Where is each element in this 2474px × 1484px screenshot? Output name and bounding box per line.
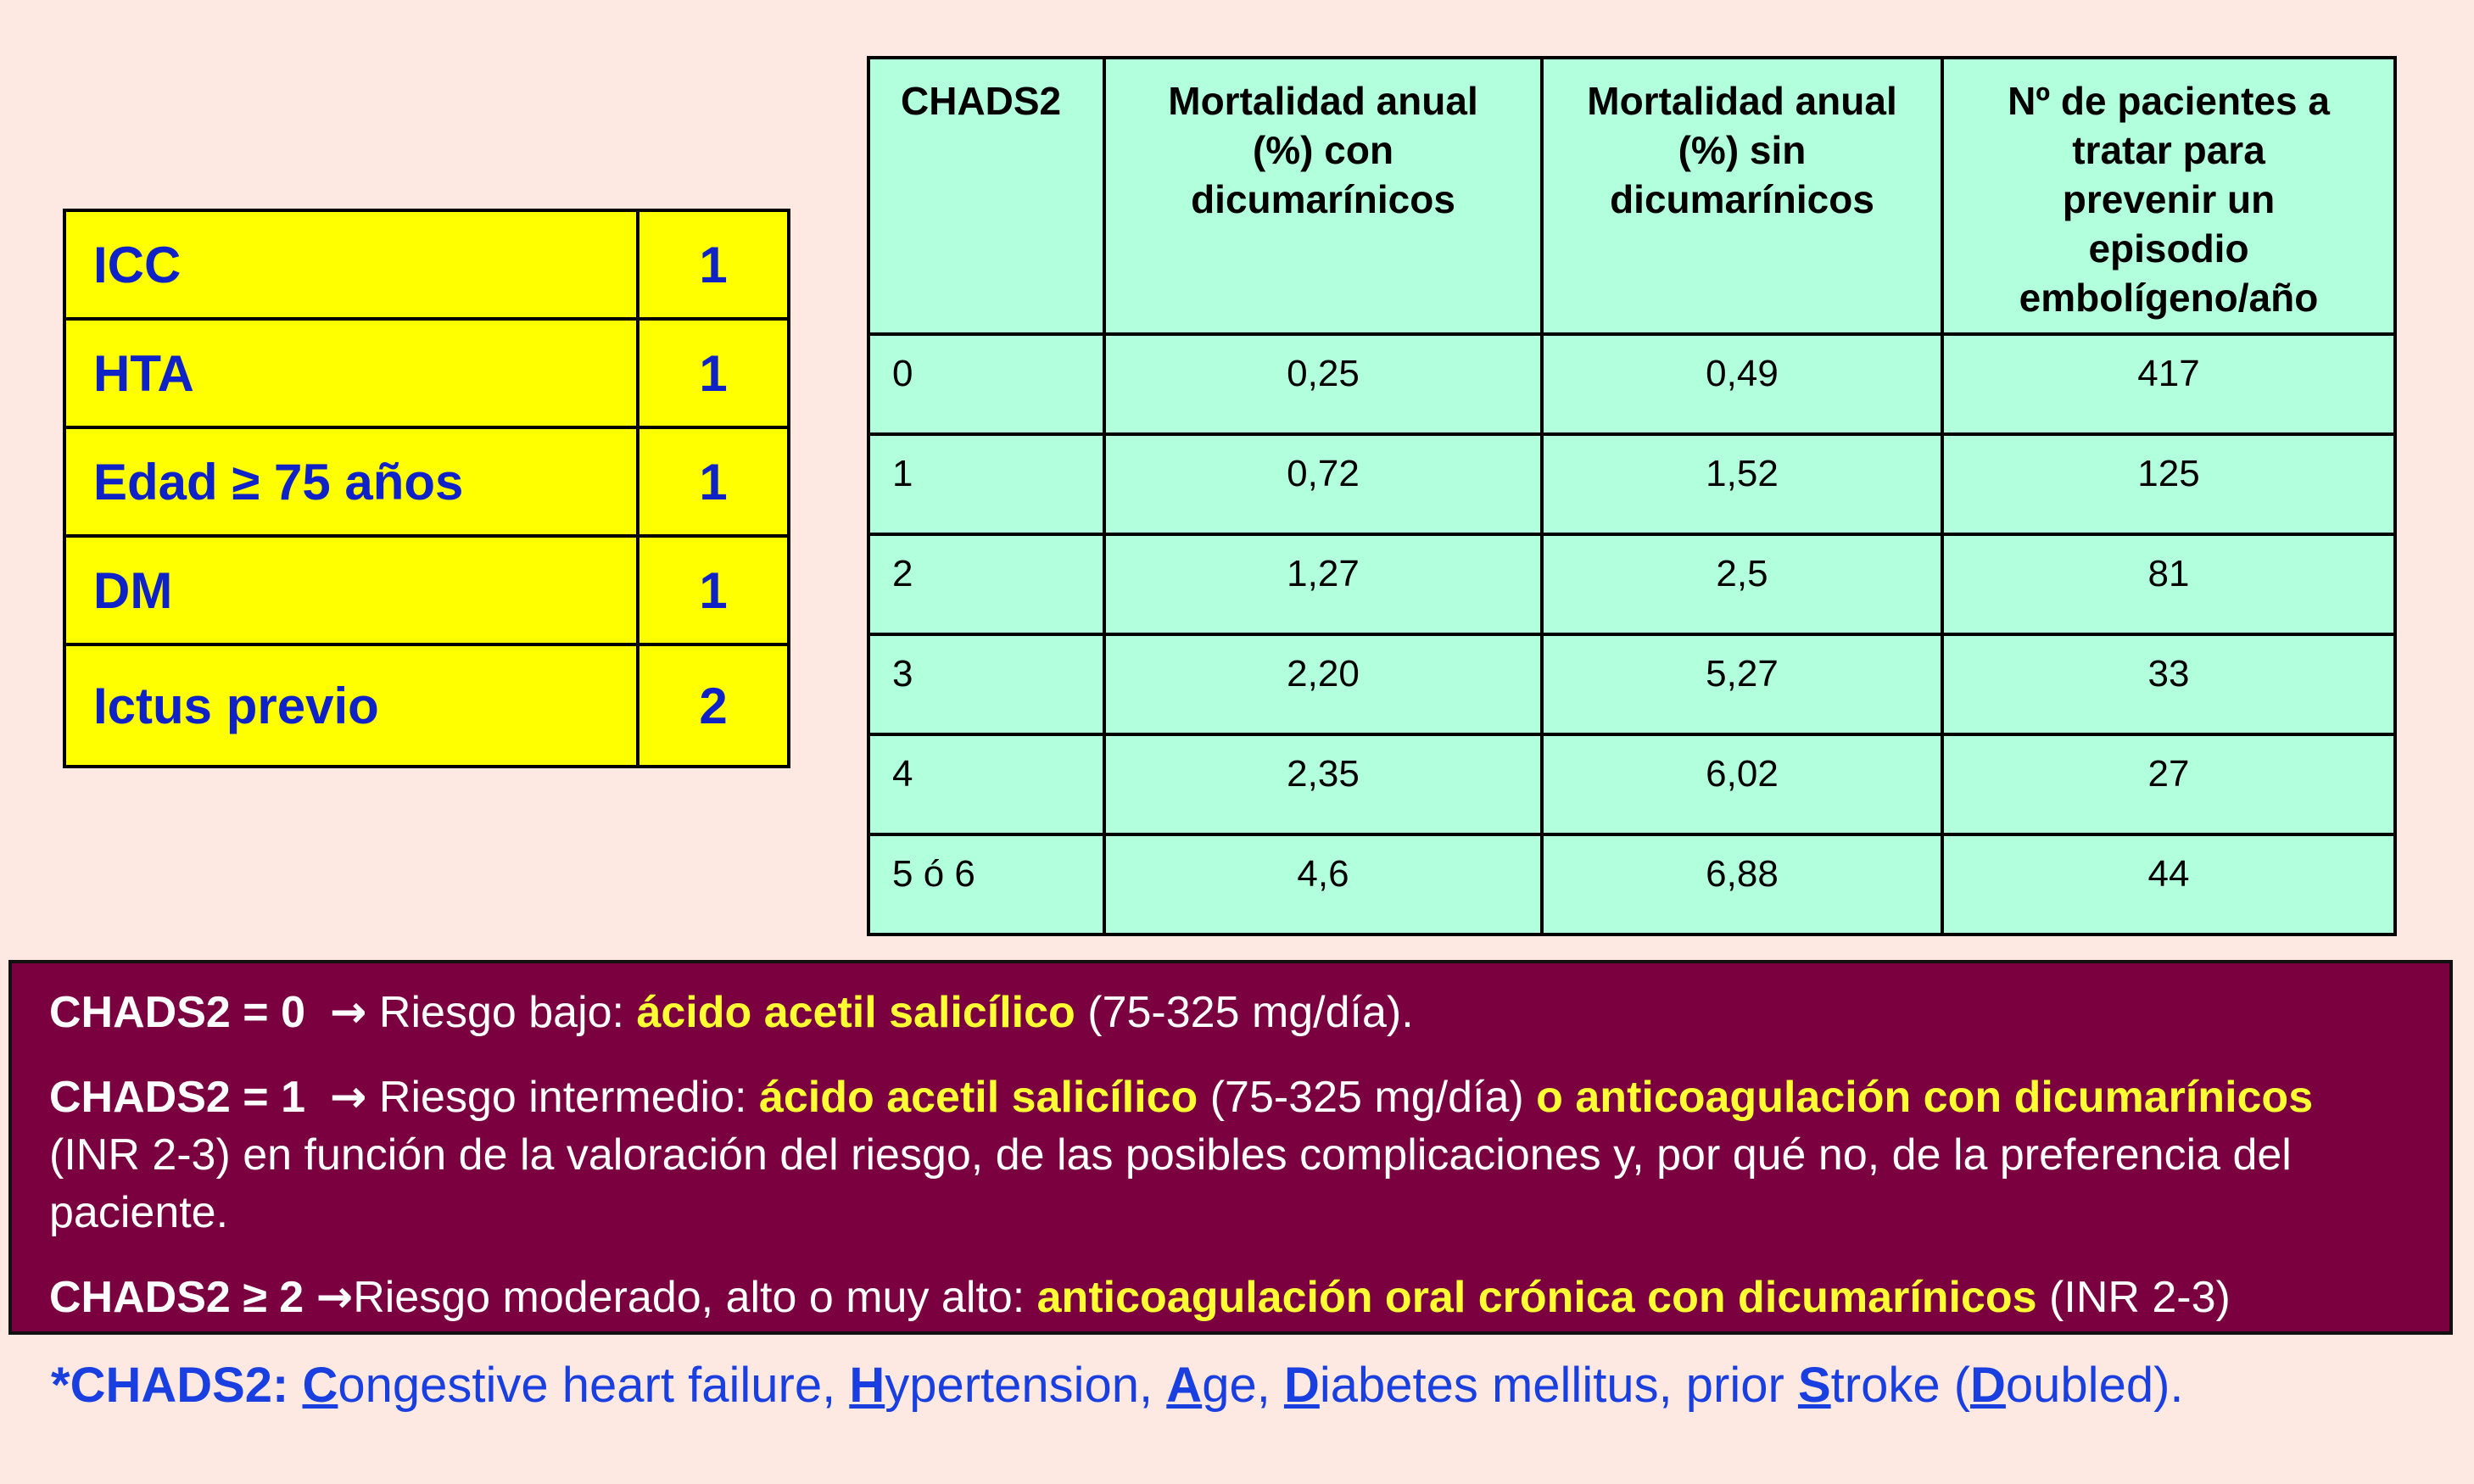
cell-with: 2,35 xyxy=(1104,734,1542,834)
cell-with: 0,25 xyxy=(1104,334,1542,434)
score-row xyxy=(64,210,789,319)
footnote-initial: H xyxy=(849,1358,885,1413)
recommendation-lead: CHADS2 = 0 xyxy=(49,988,305,1037)
recommendation-chads2-1 xyxy=(49,1068,2415,1241)
score-criterion: Edad ≥ 75 años xyxy=(64,427,638,536)
recommendation-highlight: ácido acetil salicílico xyxy=(758,1073,1198,1122)
cell-nnt: 33 xyxy=(1942,634,2395,734)
recommendation-lead: CHADS2 = 1 xyxy=(49,1073,305,1122)
score-row xyxy=(64,644,789,767)
cell-chads2: 4 xyxy=(868,734,1104,834)
score-row xyxy=(64,536,789,644)
recommendation-text: Riesgo moderado, alto o muy alto: xyxy=(353,1273,1037,1322)
score-criterion: DM xyxy=(64,536,638,644)
recommendation-highlight: anticoagulación oral crónica con dicumarínicos xyxy=(1036,1273,2037,1322)
footnote-text: iabetes mellitus, prior xyxy=(1319,1358,1798,1413)
footnote-text: oubled). xyxy=(2005,1358,2184,1413)
recommendation-text: Riesgo bajo: xyxy=(366,988,637,1037)
recommendation-text: (75-325 mg/día) xyxy=(1198,1073,1537,1122)
chads2-score-table xyxy=(63,209,790,768)
cell-without: 6,02 xyxy=(1542,734,1942,834)
arrow-right-icon: → xyxy=(329,987,367,1038)
table-row xyxy=(868,434,2395,534)
cell-chads2: 1 xyxy=(868,434,1104,534)
chads2-footnote xyxy=(51,1357,2184,1414)
table-row xyxy=(868,634,2395,734)
score-criterion: Ictus previo xyxy=(64,644,638,767)
score-row xyxy=(64,319,789,427)
cell-without: 2,5 xyxy=(1542,534,1942,634)
footnote-initial: D xyxy=(1283,1358,1320,1413)
table-row xyxy=(868,534,2395,634)
recommendation-chads2-0 xyxy=(49,984,2415,1041)
recommendation-chads2-2 xyxy=(49,1269,2415,1326)
footnote-initial: A xyxy=(1166,1358,1203,1413)
cell-with: 0,72 xyxy=(1104,434,1542,534)
cell-nnt: 417 xyxy=(1942,334,2395,434)
cell-chads2: 3 xyxy=(868,634,1104,734)
footnote-text: ypertension, xyxy=(885,1358,1167,1413)
table-row xyxy=(868,734,2395,834)
col-header-nnt: Nº de pacientes a tratar para prevenir un episodio embolígeno/año xyxy=(1942,58,2395,334)
footnote-initial: C xyxy=(302,1358,338,1413)
score-points: 2 xyxy=(638,644,789,767)
cell-with: 4,6 xyxy=(1104,834,1542,934)
footnote-initial: D xyxy=(1970,1358,2006,1413)
footnote-text: ongestive heart failure, xyxy=(338,1358,850,1413)
cell-without: 0,49 xyxy=(1542,334,1942,434)
footnote-text: ge, xyxy=(1202,1358,1284,1413)
cell-chads2: 5 ó 6 xyxy=(868,834,1104,934)
recommendations-box xyxy=(8,960,2453,1335)
score-points: 1 xyxy=(638,536,789,644)
col-header-without-dicumarinicos: Mortalidad anual (%) sin dicumarínicos xyxy=(1542,58,1942,334)
score-criterion: HTA xyxy=(64,319,638,427)
recommendation-highlight: ácido acetil salicílico xyxy=(636,988,1075,1037)
mortality-table xyxy=(867,56,2397,936)
recommendation-highlight: o anticoagulación con dicumarínicos xyxy=(1536,1073,2314,1122)
cell-chads2: 0 xyxy=(868,334,1104,434)
cell-nnt: 125 xyxy=(1942,434,2395,534)
footnote-initial: S xyxy=(1797,1358,1831,1413)
score-points: 1 xyxy=(638,427,789,536)
cell-chads2: 2 xyxy=(868,534,1104,634)
cell-with: 1,27 xyxy=(1104,534,1542,634)
table-row xyxy=(868,334,2395,434)
score-points: 1 xyxy=(638,210,789,319)
cell-nnt: 81 xyxy=(1942,534,2395,634)
recommendation-text: (INR 2-3) en función de la valoración del riesgo, de las posibles complicaciones y, por qué no, de la preferencia del paciente. xyxy=(49,1130,2292,1237)
cell-without: 5,27 xyxy=(1542,634,1942,734)
footnote-lead: *CHADS2: xyxy=(51,1358,303,1413)
header-row xyxy=(868,58,2395,334)
arrow-right-icon: → xyxy=(329,1072,367,1123)
cell-nnt: 27 xyxy=(1942,734,2395,834)
score-row xyxy=(64,427,789,536)
score-points: 1 xyxy=(638,319,789,427)
cell-without: 1,52 xyxy=(1542,434,1942,534)
score-criterion: ICC xyxy=(64,210,638,319)
arrow-right-icon: → xyxy=(316,1272,354,1323)
recommendation-text: (INR 2-3) xyxy=(2036,1273,2231,1322)
recommendation-text: Riesgo intermedio: xyxy=(366,1073,759,1122)
footnote-text: troke ( xyxy=(1830,1358,1971,1413)
cell-nnt: 44 xyxy=(1942,834,2395,934)
recommendation-lead: CHADS2 ≥ 2 xyxy=(49,1273,304,1322)
table-row xyxy=(868,834,2395,934)
recommendation-text: (75-325 mg/día). xyxy=(1075,988,1414,1037)
cell-with: 2,20 xyxy=(1104,634,1542,734)
col-header-with-dicumarinicos: Mortalidad anual (%) con dicumarínicos xyxy=(1104,58,1542,334)
col-header-chads2: CHADS2 xyxy=(868,58,1104,334)
cell-without: 6,88 xyxy=(1542,834,1942,934)
